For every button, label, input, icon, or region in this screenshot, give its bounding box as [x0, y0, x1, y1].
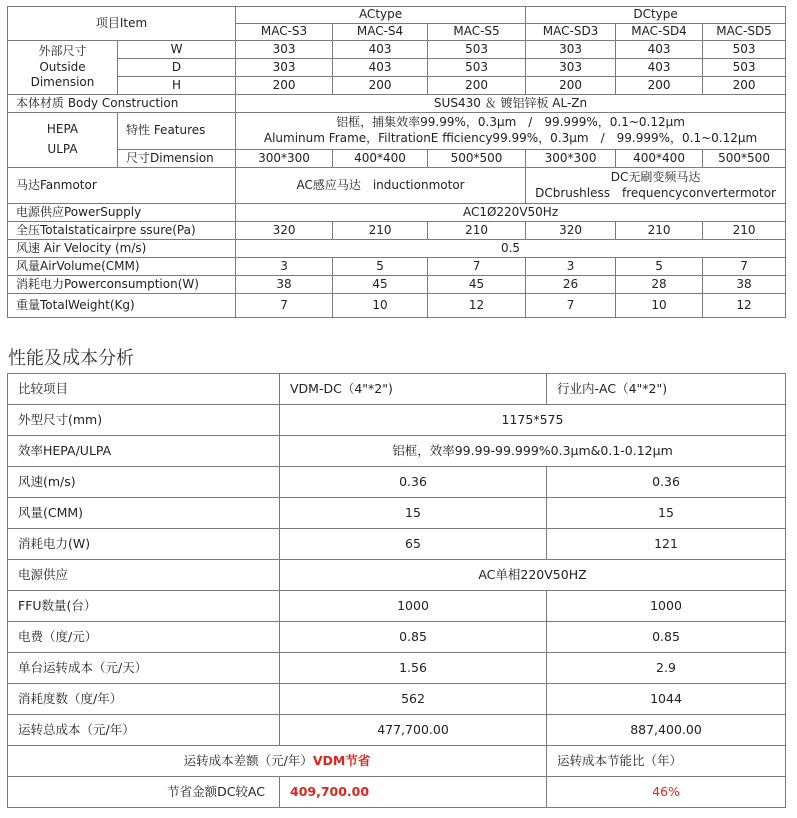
item-header: 项目Item	[8, 7, 236, 41]
w-value: 503	[428, 41, 526, 59]
h-value: 200	[703, 77, 786, 95]
d-value: 403	[616, 59, 703, 77]
d-label: D	[118, 59, 236, 77]
total-weight-label: 重量TotalWeight(Kg)	[8, 294, 236, 318]
compare-vdm-value: 65	[280, 529, 547, 560]
ac-type-header: ACtype	[236, 7, 526, 24]
power-consumption-label: 消耗电力Powerconsumption(W)	[8, 276, 236, 294]
hepa-dimension-value: 500*500	[428, 150, 526, 168]
air-volume-value: 3	[236, 258, 333, 276]
power-supply-value: AC1Ø220V50Hz	[236, 204, 786, 222]
air-velocity-value: 0.5	[236, 240, 786, 258]
w-value: 403	[333, 41, 428, 59]
vdm-savings-accent: VDM节省	[312, 752, 371, 768]
compare-ac-value: 887,400.00	[547, 715, 786, 746]
section-title: 性能及成本分析	[8, 348, 134, 369]
h-value: 200	[428, 77, 526, 95]
compare-vdm-value: 562	[280, 684, 547, 715]
energy-saving-ratio-label: 运转成本节能比（年）	[547, 746, 786, 777]
hepa-dimension-label: 尺寸Dimension	[118, 150, 236, 168]
h-value: 200	[333, 77, 428, 95]
compare-ac-value: 2.9	[547, 653, 786, 684]
compare-merged-value: 1175*575	[280, 405, 786, 436]
air-volume-value: 7	[428, 258, 526, 276]
compare-row-label: 风量(CMM)	[8, 498, 280, 529]
power-consumption-value: 26	[526, 276, 616, 294]
d-value: 403	[333, 59, 428, 77]
cost-difference-text: 运转成本差额（元/年）	[183, 752, 313, 768]
d-value: 503	[428, 59, 526, 77]
total-weight-value: 7	[236, 294, 333, 318]
pressure-label: 全压Totalstaticairpre ssure(Pa)	[8, 222, 236, 240]
compare-merged-value: AC单相220V50HZ	[280, 560, 786, 591]
power-consumption-value: 28	[616, 276, 703, 294]
d-value: 303	[526, 59, 616, 77]
features-label: 特性 Features	[118, 113, 236, 150]
body-construction-label: 本体材质 Body Construction	[8, 95, 236, 113]
comparison-table	[7, 373, 786, 808]
pressure-value: 210	[616, 222, 703, 240]
model-header: MAC-SD3	[526, 24, 616, 41]
compare-merged-value: 铝框，效率99.99-99.999%0.3μm&0.1-0.12μm	[280, 436, 786, 467]
dc-type-header: DCtype	[526, 7, 786, 24]
fanmotor-dc-value: DC无刷变频马达 DCbrushless frequencyconvertermotor	[526, 168, 786, 204]
total-weight-value: 10	[333, 294, 428, 318]
w-value: 503	[703, 41, 786, 59]
compare-row-label: 外型尺寸(mm)	[8, 405, 280, 436]
model-header: MAC-S3	[236, 24, 333, 41]
compare-row-label: 效率HEPA/ULPA	[8, 436, 280, 467]
compare-header-item: 比较项目	[8, 374, 280, 405]
hepa-dimension-value: 500*500	[703, 150, 786, 168]
power-supply-label: 电源供应PowerSupply	[8, 204, 236, 222]
compare-ac-value: 15	[547, 498, 786, 529]
compare-vdm-value: 0.85	[280, 622, 547, 653]
compare-row-label: 风速(m/s)	[8, 467, 280, 498]
hepa-dimension-value: 300*300	[236, 150, 333, 168]
w-label: W	[118, 41, 236, 59]
compare-header-vdm: VDM-DC（4"*2")	[280, 374, 547, 405]
total-weight-value: 12	[428, 294, 526, 318]
model-header: MAC-S5	[428, 24, 526, 41]
outside-dimension-label: 外部尺寸 Outside Dimension	[8, 41, 118, 95]
compare-row-label: 运转总成本（元/年）	[8, 715, 280, 746]
power-consumption-value: 45	[333, 276, 428, 294]
compare-row-label: 电源供应	[8, 560, 280, 591]
air-volume-value: 5	[333, 258, 428, 276]
total-weight-value: 10	[616, 294, 703, 318]
compare-ac-value: 1044	[547, 684, 786, 715]
features-value: 铝框，捕集效率99.99%，0.3μm / 99.999%，0.1~0.12μm Aluminum Frame，FiltrationE fficiency99.99%，0.3μm / 99.999%，0.1~0.12μm	[236, 113, 786, 150]
energy-saving-ratio-value: 46%	[547, 777, 786, 808]
hepa-dimension-value: 300*300	[526, 150, 616, 168]
air-volume-value: 3	[526, 258, 616, 276]
hepa-dimension-value: 400*400	[616, 150, 703, 168]
air-volume-value: 7	[703, 258, 786, 276]
pressure-value: 210	[428, 222, 526, 240]
compare-ac-value: 0.36	[547, 467, 786, 498]
pressure-value: 320	[236, 222, 333, 240]
w-value: 303	[526, 41, 616, 59]
model-header: MAC-SD4	[616, 24, 703, 41]
air-volume-value: 5	[616, 258, 703, 276]
air-volume-label: 风量AirVolume(CMM)	[8, 258, 236, 276]
compare-vdm-value: 1.56	[280, 653, 547, 684]
fanmotor-ac-value: AC感应马达 inductionmotor	[236, 168, 526, 204]
model-header: MAC-S4	[333, 24, 428, 41]
savings-amount-label: 节省金额DC较AC	[8, 777, 280, 808]
power-consumption-value: 45	[428, 276, 526, 294]
savings-amount-value: 409,700.00	[280, 777, 547, 808]
power-consumption-value: 38	[236, 276, 333, 294]
hepa-ulpa-label: HEPA ULPA	[8, 113, 118, 168]
w-value: 303	[236, 41, 333, 59]
compare-vdm-value: 0.36	[280, 467, 547, 498]
cost-difference-label	[8, 746, 547, 777]
compare-row-label: 单台运转成本（元/天）	[8, 653, 280, 684]
compare-header-ac: 行业内-AC（4"*2")	[547, 374, 786, 405]
spec-table	[7, 6, 786, 318]
d-value: 503	[703, 59, 786, 77]
compare-row-label: FFU数量(台）	[8, 591, 280, 622]
compare-ac-value: 0.85	[547, 622, 786, 653]
pressure-value: 210	[333, 222, 428, 240]
body-construction-value: SUS430 ＆ 镀铝锌板 AL-Zn	[236, 95, 786, 113]
compare-vdm-value: 1000	[280, 591, 547, 622]
power-consumption-value: 38	[703, 276, 786, 294]
compare-row-label: 消耗电力(W)	[8, 529, 280, 560]
h-label: H	[118, 77, 236, 95]
d-value: 303	[236, 59, 333, 77]
compare-ac-value: 1000	[547, 591, 786, 622]
total-weight-value: 7	[526, 294, 616, 318]
h-value: 200	[526, 77, 616, 95]
hepa-dimension-value: 400*400	[333, 150, 428, 168]
compare-row-label: 消耗度数（度/年）	[8, 684, 280, 715]
compare-row-label: 电费（度/元）	[8, 622, 280, 653]
pressure-value: 210	[703, 222, 786, 240]
compare-ac-value: 121	[547, 529, 786, 560]
model-header: MAC-SD5	[703, 24, 786, 41]
compare-vdm-value: 15	[280, 498, 547, 529]
fanmotor-label: 马达Fanmotor	[8, 168, 236, 204]
pressure-value: 320	[526, 222, 616, 240]
h-value: 200	[616, 77, 703, 95]
compare-vdm-value: 477,700.00	[280, 715, 547, 746]
h-value: 200	[236, 77, 333, 95]
air-velocity-label: 风速 Air Velocity (m/s)	[8, 240, 236, 258]
total-weight-value: 12	[703, 294, 786, 318]
w-value: 403	[616, 41, 703, 59]
